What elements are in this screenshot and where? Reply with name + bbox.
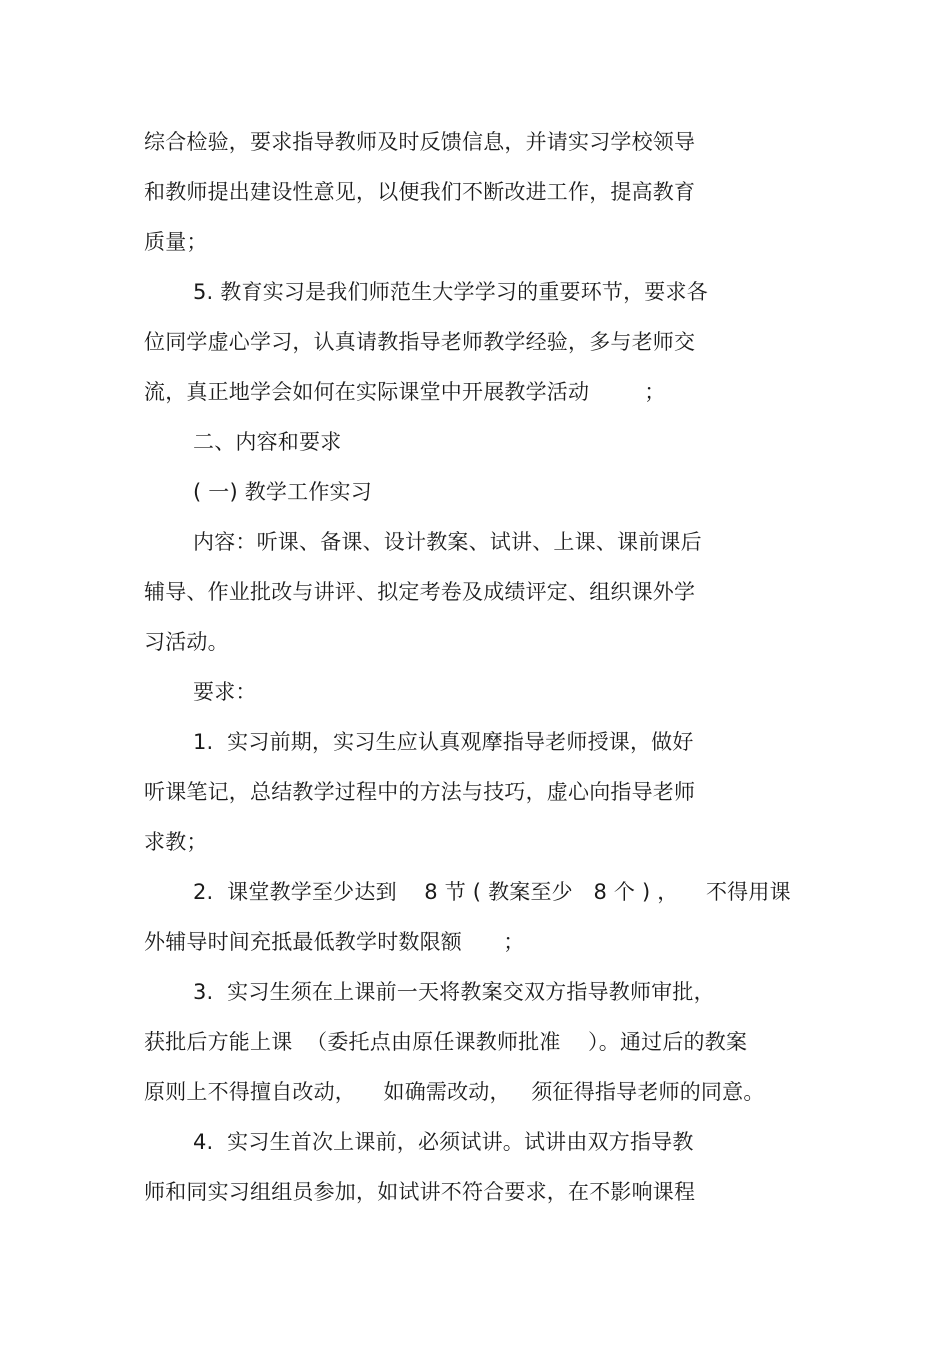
text-line: 要求： bbox=[193, 680, 257, 704]
text-line: 听课笔记，总结教学过程中的方法与技巧，虚心向指导老师 bbox=[144, 780, 696, 804]
text-line: 习活动。 bbox=[144, 630, 229, 654]
text-line: 4. 实习生首次上课前，必须试讲。试讲由双方指导教 bbox=[193, 1130, 694, 1154]
text-line: 和教师提出建设性意见，以便我们不断改进工作，提高教育 bbox=[144, 180, 696, 204]
text-line: 质量； bbox=[144, 230, 208, 254]
text-line: 内容：听课、备课、设计教案、试讲、上课、课前课后 bbox=[193, 530, 702, 554]
text-line: 综合检验，要求指导教师及时反馈信息，并请实习学校领导 bbox=[144, 130, 696, 154]
section-heading: 二、内容和要求 bbox=[193, 430, 342, 454]
text-line: 获批后方能上课 （委托点由原任课教师批准 ）。通过后的教案 bbox=[144, 1030, 748, 1054]
text-line: 外辅导时间充抵最低教学时数限额 ； bbox=[144, 930, 525, 954]
text-line: 流，真正地学会如何在实际课堂中开展教学活动 ； bbox=[144, 380, 666, 404]
text-line: 2. 课堂教学至少达到 8 节 ( 教案至少 8 个 ) ， 不得用课 bbox=[193, 880, 791, 904]
text-line: 3. 实习生须在上课前一天将教案交双方指导教师审批， bbox=[193, 980, 715, 1004]
text-line: 原则上不得擅自改动， 如确需改动， 须征得指导老师的同意。 bbox=[144, 1080, 765, 1104]
text-line: 5. 教育实习是我们师范生大学学习的重要环节，要求各 bbox=[193, 280, 708, 304]
subsection-heading: ( 一) 教学工作实习 bbox=[193, 480, 372, 504]
text-line: 师和同实习组组员参加，如试讲不符合要求，在不影响课程 bbox=[144, 1180, 696, 1204]
text-line: 辅导、作业批改与讲评、拟定考卷及成绩评定、组织课外学 bbox=[144, 580, 696, 604]
text-line: 位同学虚心学习，认真请教指导老师教学经验，多与老师交 bbox=[144, 330, 696, 354]
text-line: 求教； bbox=[144, 830, 208, 854]
text-line: 1. 实习前期，实习生应认真观摩指导老师授课，做好 bbox=[193, 730, 694, 754]
